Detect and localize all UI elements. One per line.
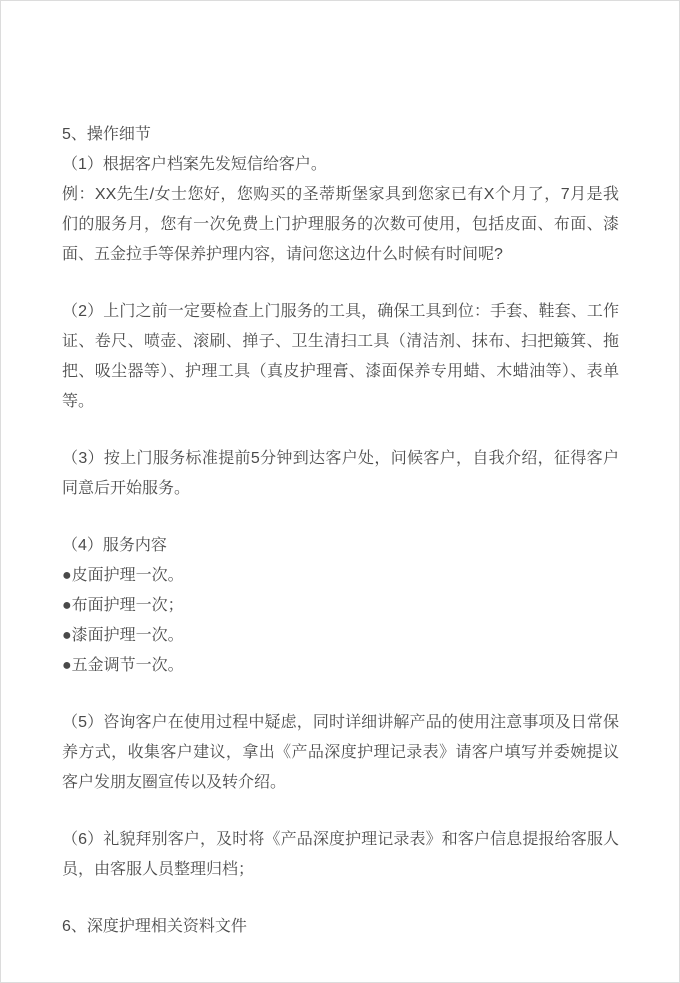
step-4-heading: （4）服务内容 (62, 537, 167, 554)
step-6-text: （6）礼貌拜别客户，及时将《产品深度护理记录表》和客户信息提报给客服人员，由客服人员整理归档； (62, 831, 619, 878)
section-6 (62, 912, 619, 942)
section-6-heading: 6、深度护理相关资料文件 (62, 918, 247, 935)
step-2-text: （2）上门之前一定要检查上门服务的工具，确保工具到位：手套、鞋套、工作证、卷尺、喷壶、滚刷、掸子、卫生清扫工具（清洁剂、抹布、扫把簸箕、拖把、吸尘器等）、护理工具（真皮护理膏、漆面保养专用蜡、木蜡油等）、表单等。 (62, 303, 619, 410)
step-3 (62, 444, 619, 504)
step-2 (62, 297, 619, 417)
step-4-bullet-fabric: ●布面护理一次； (62, 597, 184, 614)
step-4-bullet-hardware: ●五金调节一次。 (62, 657, 184, 674)
step-4-bullet-leather: ●皮面护理一次。 (62, 567, 184, 584)
step-1-text: （1）根据客户档案先发短信给客户。 (62, 156, 327, 173)
section-5-heading: 5、操作细节 (62, 126, 151, 143)
step-5 (62, 708, 619, 798)
step-4 (62, 531, 619, 681)
section-5-intro (62, 120, 619, 270)
step-3-text: （3）按上门服务标准提前5分钟到达客户处，问候客户，自我介绍，征得客户同意后开始服务。 (62, 450, 619, 497)
step-4-bullet-paint: ●漆面护理一次。 (62, 627, 184, 644)
step-5-text: （5）咨询客户在使用过程中疑虑，同时详细讲解产品的使用注意事项及日常保养方式，收集客户建议，拿出《产品深度护理记录表》请客户填写并委婉提议客户发朋友圈宣传以及转介绍。 (62, 714, 619, 791)
step-1-example: 例：XX先生/女士您好，您购买的圣蒂斯堡家具到您家已有X个月了，7月是我们的服务月，您有一次免费上门护理服务的次数可使用，包括皮面、布面、漆面、五金拉手等保养护理内容，请问您这边什么时候有时间呢? (62, 186, 619, 263)
step-6 (62, 825, 619, 885)
